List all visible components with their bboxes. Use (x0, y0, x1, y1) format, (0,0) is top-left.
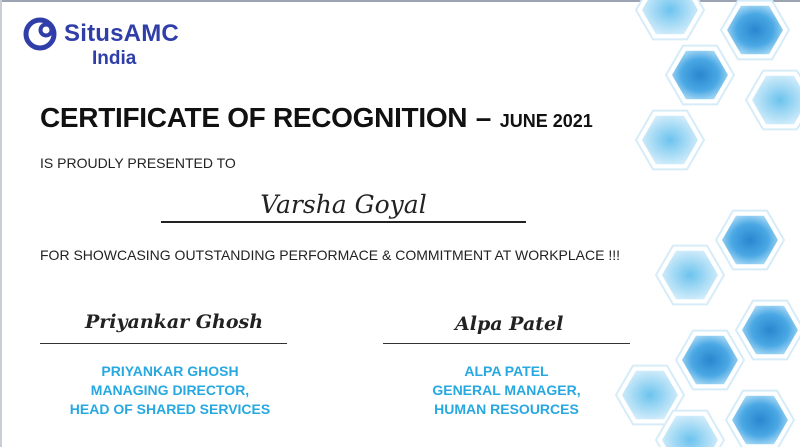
certificate-title (40, 102, 593, 134)
recipient-name: Varsha Goyal (260, 190, 427, 219)
signature-line-2 (383, 343, 630, 344)
recipient-underline (161, 221, 526, 223)
signatory-1-title-line2: HEAD OF SHARED SERVICES (69, 401, 271, 417)
title-dash: – (475, 102, 492, 133)
recognition-reason: FOR SHOWCASING OUTSTANDING PERFORMACE & COMMITMENT AT WORKPLACE !!! (40, 247, 621, 263)
title-month: JUNE 2021 (499, 111, 593, 131)
signature-2: Alpa Patel (455, 313, 564, 335)
signature-1: Priyankar Ghosh (85, 311, 264, 333)
title-main: CERTIFICATE OF RECOGNITION (40, 102, 468, 133)
signatory-2-title-line2: HUMAN RESOURCES (434, 401, 579, 417)
signatory-1 (40, 362, 300, 419)
frame-left-border (0, 0, 2, 447)
signatory-2 (383, 362, 630, 419)
presented-to-text: IS PROUDLY PRESENTED TO (40, 155, 236, 171)
signatory-1-name: PRIYANKAR GHOSH (101, 363, 239, 379)
logo-region: India (92, 48, 137, 69)
logo-ring-icon (22, 16, 62, 56)
signatory-1-title-line1: MANAGING DIRECTOR, (90, 382, 250, 398)
signature-line-1 (40, 343, 287, 344)
signatory-2-name: ALPA PATEL (464, 363, 549, 379)
signatory-2-title-line1: GENERAL MANAGER, (432, 382, 581, 398)
logo-name: SitusAMC (64, 20, 179, 47)
